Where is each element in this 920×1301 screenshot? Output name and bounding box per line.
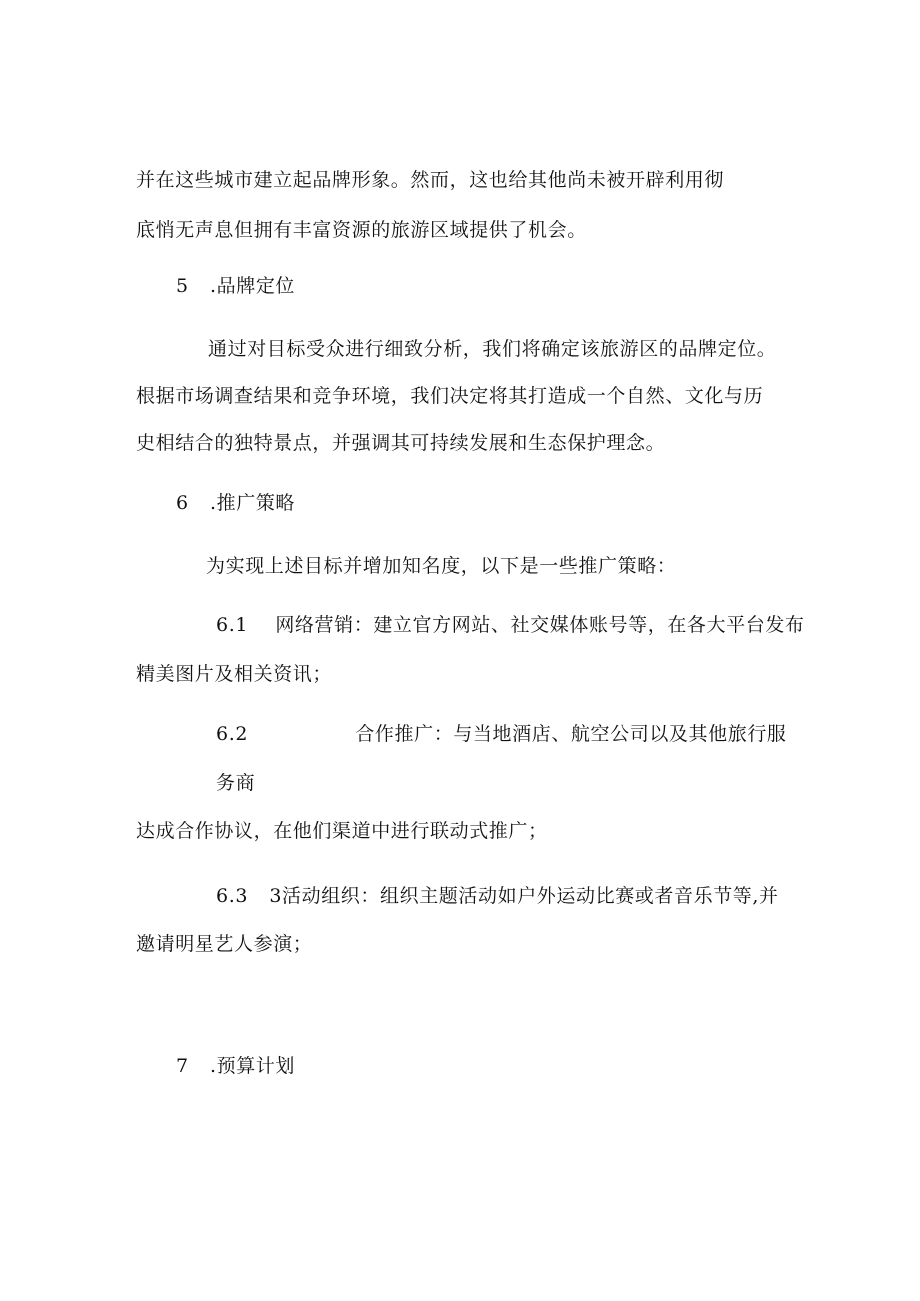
item-6-1-line-2: 精美图片及相关资讯； [136, 663, 333, 685]
section-6-intro: 为实现上述目标并增加知名度，以下是一些推广策略： [206, 555, 677, 577]
item-6-2-line-2: 务商 [216, 772, 256, 794]
intro-line-2: 底悄无声息但拥有丰富资源的旅游区域提供了机会。 [136, 219, 587, 241]
section-7-title: .预算计划 [209, 1055, 296, 1077]
item-6-2-line-3: 达成合作协议，在他们渠道中进行联动式推广； [136, 820, 548, 842]
section-5-heading [176, 273, 295, 299]
section-6-number: 6 [176, 492, 189, 514]
section-6-heading [176, 490, 295, 516]
item-6-2-line-1 [216, 721, 787, 747]
item-6-3-number: 6.3 [216, 885, 249, 907]
item-6-3-line-1 [216, 883, 779, 909]
item-6-3-line-2: 邀请明星艺人参演； [136, 933, 313, 955]
item-6-1-number: 6.1 [216, 614, 249, 636]
section-5-number: 5 [176, 275, 189, 297]
section-7-number: 7 [176, 1055, 189, 1077]
section-7-heading [176, 1053, 295, 1079]
item-6-2-number: 6.2 [216, 723, 249, 745]
item-6-2-text: 合作推广：与当地酒店、航空公司以及其他旅行服 [355, 723, 787, 745]
section-5-para-line-2: 根据市场调查结果和竞争环境，我们决定将其打造成一个自然、文化与历 [136, 385, 764, 407]
item-6-1-line-1 [216, 612, 805, 638]
section-5-title: .品牌定位 [209, 275, 296, 297]
item-6-3-text: 3活动组织：组织主题活动如户外运动比赛或者音乐节等,并 [269, 885, 779, 907]
item-6-1-text: 网络营销：建立官方网站、社交媒体账号等，在各大平台发布 [275, 614, 805, 636]
section-5-para-line-3: 史相结合的独特景点，并强调其可持续发展和生态保护理念。 [136, 432, 666, 454]
intro-line-1: 并在这些城市建立起品牌形象。然而，这也给其他尚未被开辟利用彻 [136, 169, 725, 191]
section-5-para-line-1: 通过对目标受众进行细致分析，我们将确定该旅游区的品牌定位。 [208, 338, 777, 360]
section-6-title: .推广策略 [209, 492, 296, 514]
